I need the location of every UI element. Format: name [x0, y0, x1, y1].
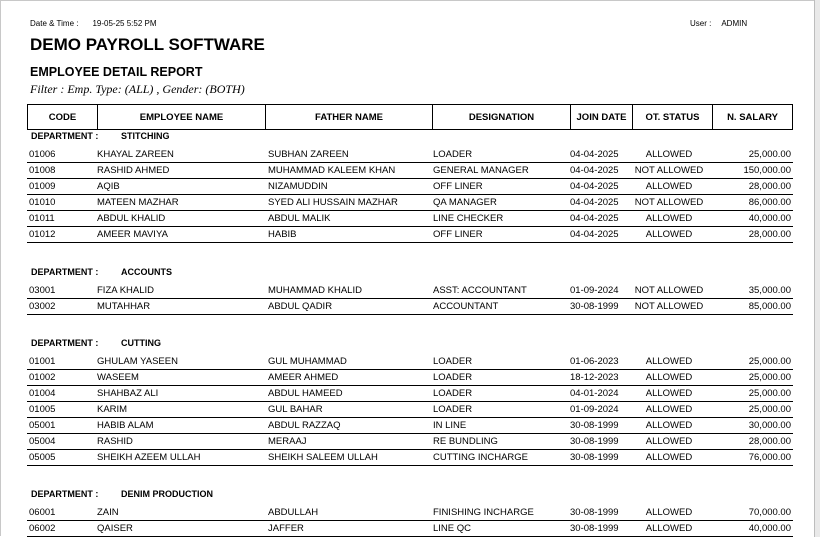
cell-designation: LINE CHECKER	[433, 213, 504, 224]
cell-father: SUBHAN ZAREEN	[268, 149, 349, 160]
cell-code: 05005	[29, 452, 56, 463]
cell-designation: LOADER	[433, 372, 473, 383]
cell-father: NIZAMUDDIN	[268, 181, 328, 192]
department-label: DEPARTMENT :	[31, 131, 99, 141]
cell-join-date: 30-08-1999	[570, 436, 619, 447]
cell-salary: 28,000.00	[748, 181, 791, 192]
table-row	[27, 504, 793, 521]
column-header-join-date: JOIN DATE	[571, 105, 633, 130]
cell-designation: LOADER	[433, 388, 473, 399]
cell-code: 06002	[29, 523, 56, 534]
department-name: CUTTING	[121, 338, 161, 348]
cell-name: GHULAM YASEEN	[97, 356, 178, 367]
cell-designation: LOADER	[433, 149, 473, 160]
cell-designation: IN LINE	[433, 420, 467, 431]
department-label: DEPARTMENT :	[31, 338, 99, 348]
cell-join-date: 04-04-2025	[570, 149, 619, 160]
cell-ot-status: ALLOWED	[645, 149, 693, 160]
cell-ot-status: ALLOWED	[645, 181, 693, 192]
cell-designation: OFF LINER	[433, 181, 483, 192]
cell-designation: GENERAL MANAGER	[433, 165, 529, 176]
cell-father: ABDUL QADIR	[268, 301, 333, 312]
cell-join-date: 30-08-1999	[570, 301, 619, 312]
table-row	[27, 385, 793, 402]
cell-ot-status: ALLOWED	[645, 507, 693, 518]
table-row	[27, 226, 793, 243]
column-header-father-name: FATHER NAME	[266, 105, 433, 130]
cell-code: 06001	[29, 507, 56, 518]
cell-join-date: 01-09-2024	[570, 404, 619, 415]
cell-father: GUL BAHAR	[268, 404, 323, 415]
column-header-code: CODE	[28, 105, 98, 130]
datetime-value: 19-05-25 5:52 PM	[92, 19, 157, 28]
cell-designation: LOADER	[433, 404, 473, 415]
cell-code: 01012	[29, 229, 56, 240]
cell-name: ABDUL KHALID	[97, 213, 166, 224]
table-row	[27, 210, 793, 227]
cell-father: MUHAMMAD KALEEM KHAN	[268, 165, 396, 176]
cell-code: 05001	[29, 420, 56, 431]
column-header-designation: DESIGNATION	[433, 105, 571, 130]
cell-designation: FINISHING INCHARGE	[433, 507, 534, 518]
cell-designation: RE BUNDLING	[433, 436, 498, 447]
cell-salary: 25,000.00	[748, 388, 791, 399]
cell-code: 01002	[29, 372, 56, 383]
cell-father: AMEER AHMED	[268, 372, 339, 383]
cell-code: 03001	[29, 285, 56, 296]
cell-ot-status: ALLOWED	[645, 436, 693, 447]
cell-name: RASHID	[97, 436, 133, 447]
cell-salary: 25,000.00	[748, 149, 791, 160]
cell-father: GUL MUHAMMAD	[268, 356, 347, 367]
user-value: ADMIN	[721, 19, 748, 28]
table-row	[27, 298, 793, 315]
cell-ot-status: ALLOWED	[645, 404, 693, 415]
cell-designation: ASST: ACCOUNTANT	[433, 285, 527, 296]
cell-father: MERAAJ	[268, 436, 307, 447]
table-row	[27, 282, 793, 299]
cell-name: SHEIKH AZEEM ULLAH	[97, 452, 201, 463]
cell-salary: 28,000.00	[748, 436, 791, 447]
cell-ot-status: ALLOWED	[645, 213, 693, 224]
cell-code: 01009	[29, 181, 56, 192]
table-row	[27, 449, 793, 466]
cell-designation: ACCOUNTANT	[433, 301, 499, 312]
cell-join-date: 04-04-2025	[570, 181, 619, 192]
cell-designation: CUTTING INCHARGE	[433, 452, 528, 463]
cell-father: MUHAMMAD KHALID	[268, 285, 362, 296]
cell-father: ABDUL RAZZAQ	[268, 420, 341, 431]
cell-salary: 85,000.00	[748, 301, 791, 312]
cell-name: MUTAHHAR	[97, 301, 151, 312]
cell-ot-status: ALLOWED	[645, 388, 693, 399]
cell-name: RASHID AHMED	[97, 165, 170, 176]
column-header-table	[27, 104, 793, 130]
cell-salary: 30,000.00	[748, 420, 791, 431]
cell-designation: QA MANAGER	[433, 197, 497, 208]
datetime-label: Date & Time :	[30, 19, 79, 28]
cell-name: ZAIN	[97, 507, 119, 518]
cell-father: HABIB	[268, 229, 297, 240]
cell-join-date: 04-04-2025	[570, 213, 619, 224]
table-row	[27, 353, 793, 370]
page-scroll-edge[interactable]	[814, 0, 820, 537]
department-heading	[31, 489, 213, 499]
cell-ot-status: NOT ALLOWED	[634, 165, 704, 176]
cell-join-date: 01-06-2023	[570, 356, 619, 367]
cell-designation: OFF LINER	[433, 229, 483, 240]
cell-ot-status: ALLOWED	[645, 372, 693, 383]
table-row	[27, 401, 793, 418]
cell-name: MATEEN MAZHAR	[97, 197, 179, 208]
cell-name: AMEER MAVIYA	[97, 229, 168, 240]
cell-salary: 35,000.00	[748, 285, 791, 296]
cell-salary: 70,000.00	[748, 507, 791, 518]
cell-designation: LOADER	[433, 356, 473, 367]
cell-ot-status: NOT ALLOWED	[634, 301, 704, 312]
cell-salary: 28,000.00	[748, 229, 791, 240]
table-row	[27, 146, 793, 163]
cell-ot-status: ALLOWED	[645, 229, 693, 240]
cell-join-date: 04-01-2024	[570, 388, 619, 399]
cell-join-date: 30-08-1999	[570, 523, 619, 534]
table-row	[27, 178, 793, 195]
datetime-info	[30, 19, 157, 28]
table-row	[27, 369, 793, 386]
cell-join-date: 04-04-2025	[570, 197, 619, 208]
cell-salary: 25,000.00	[748, 404, 791, 415]
department-heading	[31, 338, 161, 348]
cell-code: 01011	[29, 213, 55, 224]
table-row	[27, 433, 793, 450]
cell-ot-status: ALLOWED	[645, 356, 693, 367]
table-row	[27, 520, 793, 537]
cell-father: SHEIKH SALEEM ULLAH	[268, 452, 378, 463]
cell-join-date: 30-08-1999	[570, 507, 619, 518]
company-title: DEMO PAYROLL SOFTWARE	[30, 35, 265, 54]
cell-salary: 86,000.00	[748, 197, 791, 208]
cell-name: QAISER	[97, 523, 133, 534]
user-label: User :	[690, 19, 712, 28]
department-label: DEPARTMENT :	[31, 489, 99, 499]
cell-join-date: 18-12-2023	[570, 372, 619, 383]
cell-ot-status: NOT ALLOWED	[634, 197, 704, 208]
cell-code: 01010	[29, 197, 56, 208]
user-info	[690, 19, 747, 28]
cell-join-date: 04-04-2025	[570, 229, 619, 240]
department-label: DEPARTMENT :	[31, 267, 99, 277]
column-header-employee-name: EMPLOYEE NAME	[98, 105, 266, 130]
cell-code: 01006	[29, 149, 56, 160]
column-header-ot-status: OT. STATUS	[633, 105, 713, 130]
cell-code: 01005	[29, 404, 56, 415]
cell-code: 01008	[29, 165, 56, 176]
cell-salary: 25,000.00	[748, 372, 791, 383]
cell-name: HABIB ALAM	[97, 420, 154, 431]
cell-name: WASEEM	[97, 372, 139, 383]
cell-salary: 40,000.00	[748, 523, 791, 534]
report-filter: Filter : Emp. Type: (ALL) , Gender: (BOTH)	[30, 82, 245, 96]
cell-name: SHAHBAZ ALI	[97, 388, 159, 399]
department-name: ACCOUNTS	[121, 267, 172, 277]
column-header-salary: N. SALARY	[713, 105, 793, 130]
table-row	[27, 162, 793, 179]
department-heading	[31, 131, 170, 141]
cell-father: SYED ALI HUSSAIN MAZHAR	[268, 197, 398, 208]
cell-salary: 25,000.00	[748, 356, 791, 367]
cell-join-date: 30-08-1999	[570, 420, 619, 431]
cell-code: 01004	[29, 388, 56, 399]
cell-name: KHAYAL ZAREEN	[97, 149, 174, 160]
cell-name: FIZA KHALID	[97, 285, 155, 296]
department-name: STITCHING	[121, 131, 170, 141]
cell-father: ABDUL HAMEED	[268, 388, 343, 399]
cell-salary: 150,000.00	[743, 165, 791, 176]
cell-father: ABDULLAH	[268, 507, 319, 518]
cell-ot-status: ALLOWED	[645, 420, 693, 431]
cell-father: ABDUL MALIK	[268, 213, 331, 224]
cell-salary: 40,000.00	[748, 213, 791, 224]
cell-ot-status: NOT ALLOWED	[634, 285, 704, 296]
report-title: EMPLOYEE DETAIL REPORT	[30, 65, 203, 79]
cell-name: KARIM	[97, 404, 128, 415]
cell-father: JAFFER	[268, 523, 304, 534]
cell-ot-status: ALLOWED	[645, 523, 693, 534]
cell-code: 03002	[29, 301, 56, 312]
cell-name: AQIB	[97, 181, 120, 192]
cell-join-date: 01-09-2024	[570, 285, 619, 296]
cell-designation: LINE QC	[433, 523, 472, 534]
cell-salary: 76,000.00	[748, 452, 791, 463]
table-row	[27, 417, 793, 434]
department-heading	[31, 267, 172, 277]
table-row	[27, 194, 793, 211]
cell-code: 01001	[29, 356, 56, 367]
cell-ot-status: ALLOWED	[645, 452, 693, 463]
cell-join-date: 30-08-1999	[570, 452, 619, 463]
cell-code: 05004	[29, 436, 56, 447]
cell-join-date: 04-04-2025	[570, 165, 619, 176]
department-name: DENIM PRODUCTION	[121, 489, 213, 499]
